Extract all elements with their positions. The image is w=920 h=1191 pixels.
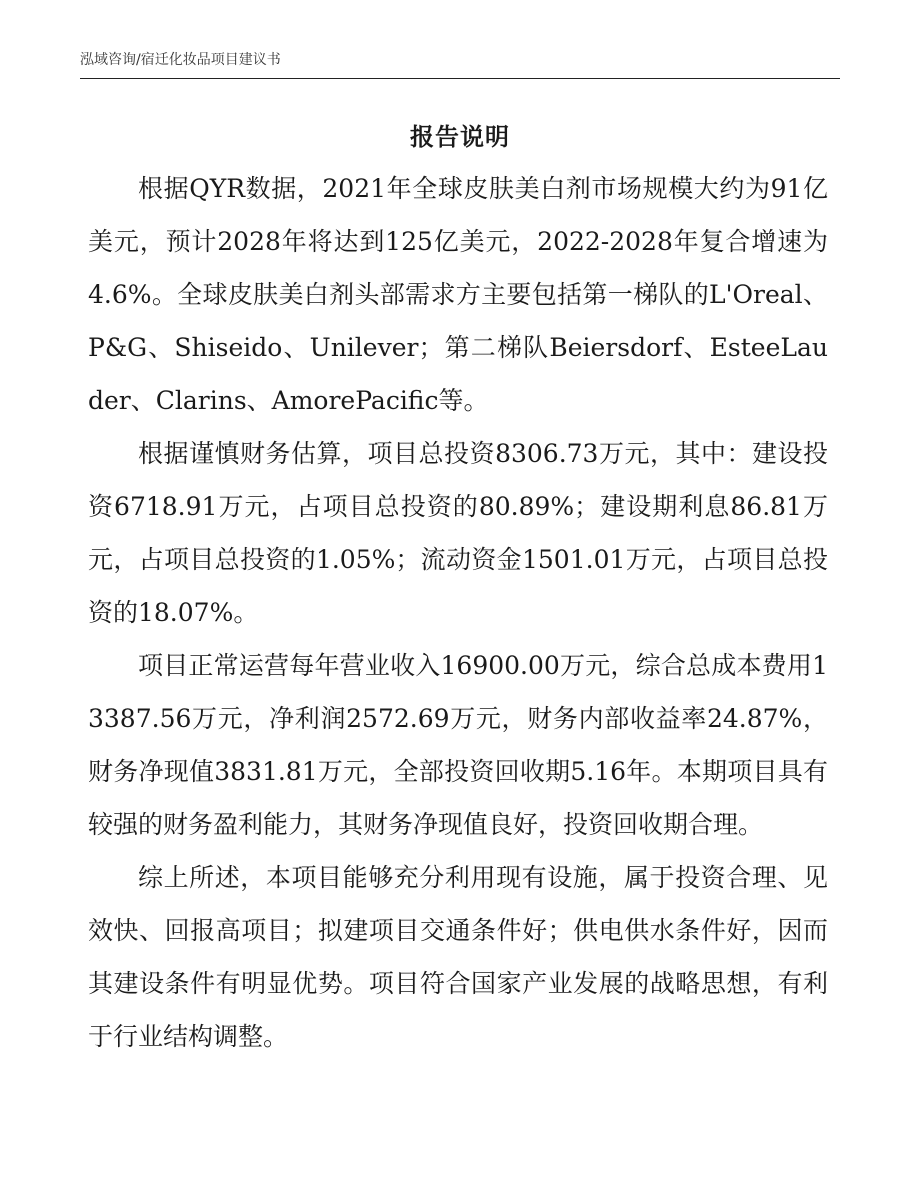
paragraph-market: 根据QYR数据，2021年全球皮肤美白剂市场规模大约为91亿美元，预计2028年将达到125亿美元，2022-2028年复合增速为4.6%。全球皮肤美白剂头部需求方主要包括第一梯队的L'Oreal、P&G、Shiseido、Unilever；第二梯队Beiersdorf、EsteeLauder、Clarins、AmorePacific等。 <box>88 174 828 415</box>
header-divider <box>80 78 840 79</box>
paragraph-conclusion: 综上所述，本项目能够充分利用现有设施，属于投资合理、见效快、回报高项目；拟建项目交通条件好；供电供水条件好，因而其建设条件有明显优势。项目符合国家产业发展的战略思想，有利于行业结构调整。 <box>88 863 828 1051</box>
running-header: 泓域咨询/宿迁化妆品项目建议书 <box>80 52 281 68</box>
paragraph-financials: 项目正常运营每年营业收入16900.00万元，综合总成本费用13387.56万元，净利润2572.69万元，财务内部收益率24.87%，财务净现值3831.81万元，全部投资回收期5.16年。本期项目具有较强的财务盈利能力，其财务净现值良好，投资回收期合理。 <box>88 651 828 839</box>
document-body <box>88 162 828 1063</box>
paragraph-investment: 根据谨慎财务估算，项目总投资8306.73万元，其中：建设投资6718.91万元，占项目总投资的80.89%；建设期利息86.81万元，占项目总投资的1.05%；流动资金1501.01万元，占项目总投资的18.07%。 <box>88 439 828 627</box>
section-title: 报告说明 <box>410 123 510 151</box>
